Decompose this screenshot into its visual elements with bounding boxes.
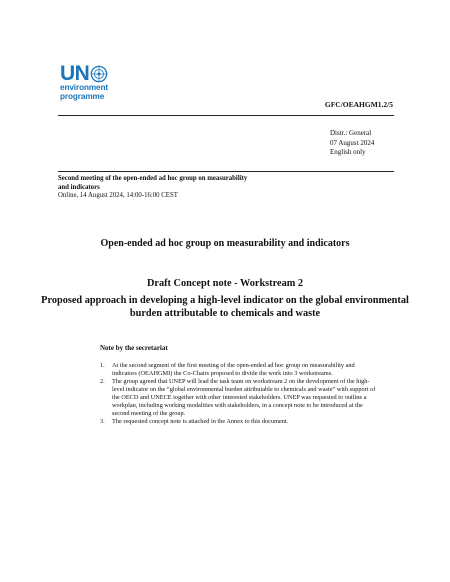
header-divider: [58, 115, 394, 116]
paragraph-text: The requested concept note is attached in the Annex to this document.: [112, 418, 289, 425]
distribution-status: Distr.: General: [330, 129, 372, 137]
document-language: English only: [330, 148, 366, 156]
paragraph-list: [100, 362, 380, 426]
meeting-details: Online, 14 August 2024, 14:00-16:00 CEST: [58, 192, 178, 200]
paragraph-number: 2.: [100, 378, 105, 385]
proposal-title: Proposed approach in developing a high-level indicator on the global environmental burden attributable to chemicals and waste: [41, 295, 409, 319]
list-item: [100, 378, 380, 418]
logo-line-programme: programme: [60, 91, 105, 101]
list-item: [100, 362, 380, 378]
un-emblem-icon: [90, 65, 108, 83]
meeting-block: [58, 175, 258, 201]
concept-note-title: Draft Concept note - Workstream 2: [146, 278, 304, 289]
group-title: Open-ended ad hoc group on measurability and indicators: [100, 238, 350, 249]
paragraph-text: The group agreed that UNEP will lead the task team on workstream 2 on the development of the high-level indicator on the “global environmental burden attributable to chemicals and waste” with support of the OECD and UNECE together with other interested stakeholders. UNEP was requested to outline a workplan, including working modalities with stakeholders, in a concept note to be introduced at the second meeting of the group.: [112, 378, 376, 417]
logo-un-text: UN: [60, 62, 90, 85]
unep-logo: [60, 64, 130, 101]
logo-line-environment: environment: [60, 83, 109, 92]
document-symbol: GFC/OEAHGM1.2/5: [324, 100, 393, 109]
paragraph-number: 1.: [100, 362, 105, 369]
document-date: 07 August 2024: [330, 138, 375, 147]
paragraph-number: 3.: [100, 418, 105, 425]
meeting-title: Second meeting of the open-ended ad hoc group on measurability and indicators: [58, 175, 248, 191]
meeting-divider: [58, 171, 394, 172]
distribution-block: [330, 129, 374, 158]
note-heading: Note by the secretariat: [100, 344, 168, 352]
list-item: [100, 418, 380, 426]
paragraph-text: At the second segment of the first meeting of the open-ended ad hoc group on measurability and indicators (OEAHGMI) the Co-Chairs proposed to divide the work into 3 workstreams.: [112, 362, 355, 377]
